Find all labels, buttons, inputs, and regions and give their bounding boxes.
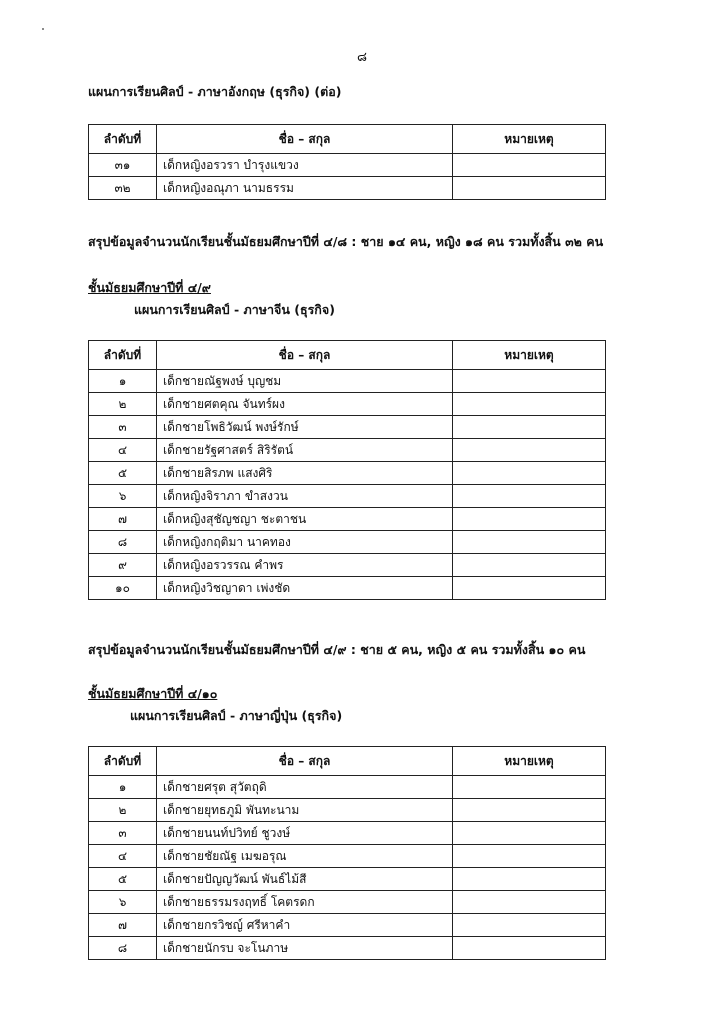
row-no: ๖ bbox=[89, 485, 157, 508]
row-name: เด็กชายณัฐพงษ์ บุญชม bbox=[157, 370, 453, 393]
row-note bbox=[453, 416, 606, 439]
row-note bbox=[453, 577, 606, 600]
table-row bbox=[89, 845, 606, 868]
row-name: เด็กชายศรุต สุวัตถุดิ bbox=[157, 776, 453, 799]
row-note bbox=[453, 822, 606, 845]
row-note bbox=[453, 370, 606, 393]
row-note bbox=[453, 177, 606, 200]
row-name: เด็กหญิงสุชัญชญา ชะตาชน bbox=[157, 508, 453, 531]
row-name: เด็กหญิงอณุภา นามธรรม bbox=[157, 177, 453, 200]
plan-title-chinese: แผนการเรียนศิลป์ - ภาษาจีน (ธุรกิจ) bbox=[134, 302, 335, 317]
header-note: หมายเหตุ bbox=[453, 747, 606, 776]
row-note bbox=[453, 937, 606, 960]
row-name: เด็กหญิงวิชญาดา เพ่งชัด bbox=[157, 577, 453, 600]
row-no: ๑๐ bbox=[89, 577, 157, 600]
row-no: ๖ bbox=[89, 891, 157, 914]
row-name: เด็กชายนักรบ จะโนภาษ bbox=[157, 937, 453, 960]
row-note bbox=[453, 485, 606, 508]
row-note bbox=[453, 393, 606, 416]
header-name: ชื่อ – สกุล bbox=[157, 341, 453, 370]
row-name: เด็กชายนนท์ปวิทย์ ชูวงษ์ bbox=[157, 822, 453, 845]
row-no: ๓๑ bbox=[89, 154, 157, 177]
row-name: เด็กชายยุทธภูมิ พันทะนาม bbox=[157, 799, 453, 822]
summary-4-9: สรุปข้อมูลจำนวนนักเรียนชั้นมัธยมศึกษาปีที่ ๔/๙ : ชาย ๕ คน, หญิง ๕ คน รวมทั้งสิ้น ๑๐ คน bbox=[88, 642, 586, 657]
header-note: หมายเหตุ bbox=[453, 341, 606, 370]
table-row bbox=[89, 531, 606, 554]
student-table-4-9 bbox=[88, 340, 606, 600]
table-row bbox=[89, 799, 606, 822]
table-row bbox=[89, 439, 606, 462]
table-row bbox=[89, 937, 606, 960]
row-name: เด็กชายธรรมรงฤทธิ์ โคตรดก bbox=[157, 891, 453, 914]
row-name: เด็กหญิงกฤติมา นาคทอง bbox=[157, 531, 453, 554]
row-no: ๔ bbox=[89, 439, 157, 462]
row-name: เด็กหญิงจิราภา ขำสงวน bbox=[157, 485, 453, 508]
speck-mark bbox=[42, 28, 44, 30]
row-note bbox=[453, 914, 606, 937]
row-name: เด็กชายสิรภพ แสงศิริ bbox=[157, 462, 453, 485]
table-row bbox=[89, 577, 606, 600]
row-no: ๔ bbox=[89, 845, 157, 868]
table-row bbox=[89, 393, 606, 416]
table-row bbox=[89, 776, 606, 799]
row-name: เด็กชายศตคุณ จันทร์ผง bbox=[157, 393, 453, 416]
row-no: ๓ bbox=[89, 822, 157, 845]
header-name: ชื่อ – สกุล bbox=[157, 747, 453, 776]
header-note: หมายเหตุ bbox=[453, 125, 606, 154]
row-name: เด็กหญิงอรวรา บำรุงแขวง bbox=[157, 154, 453, 177]
table-row bbox=[89, 177, 606, 200]
class-title-4-10: ชั้นมัธยมศึกษาปีที่ ๔/๑๐ bbox=[88, 686, 218, 701]
row-no: ๑ bbox=[89, 776, 157, 799]
student-table-4-8 bbox=[88, 124, 606, 200]
plan-title-japanese: แผนการเรียนศิลป์ - ภาษาญี่ปุ่น (ธุรกิจ) bbox=[130, 708, 343, 723]
table-header-row bbox=[89, 341, 606, 370]
row-no: ๗ bbox=[89, 508, 157, 531]
row-name: เด็กหญิงอรวรรณ คำพร bbox=[157, 554, 453, 577]
table-row bbox=[89, 914, 606, 937]
row-note bbox=[453, 799, 606, 822]
page-number: ๘ bbox=[356, 50, 368, 65]
row-no: ๑ bbox=[89, 370, 157, 393]
row-no: ๒ bbox=[89, 393, 157, 416]
row-note bbox=[453, 845, 606, 868]
table-row bbox=[89, 462, 606, 485]
row-note bbox=[453, 776, 606, 799]
table-header-row bbox=[89, 747, 606, 776]
row-note bbox=[453, 439, 606, 462]
table-row bbox=[89, 891, 606, 914]
table-row bbox=[89, 416, 606, 439]
row-no: ๓ bbox=[89, 416, 157, 439]
row-name: เด็กชายกรวิชญ์ ศรีหาคำ bbox=[157, 914, 453, 937]
header-no: ลำดับที่ bbox=[89, 341, 157, 370]
table-row bbox=[89, 868, 606, 891]
row-no: ๘ bbox=[89, 531, 157, 554]
header-no: ลำดับที่ bbox=[89, 125, 157, 154]
row-name: เด็กชายโพธิวัฒน์ พงษ์รักษ์ bbox=[157, 416, 453, 439]
row-note bbox=[453, 868, 606, 891]
table-header-row bbox=[89, 125, 606, 154]
table-row bbox=[89, 554, 606, 577]
row-no: ๒ bbox=[89, 799, 157, 822]
row-note bbox=[453, 508, 606, 531]
table-row bbox=[89, 822, 606, 845]
row-no: ๕ bbox=[89, 462, 157, 485]
row-no: ๕ bbox=[89, 868, 157, 891]
row-note bbox=[453, 462, 606, 485]
table-row bbox=[89, 370, 606, 393]
row-note bbox=[453, 531, 606, 554]
row-note bbox=[453, 891, 606, 914]
summary-4-8: สรุปข้อมูลจำนวนนักเรียนชั้นมัธยมศึกษาปีที่ ๔/๘ : ชาย ๑๔ คน, หญิง ๑๘ คน รวมทั้งสิ้น ๓๒ คน bbox=[88, 234, 604, 249]
student-table-4-10 bbox=[88, 746, 606, 960]
class-title-4-9: ชั้นมัธยมศึกษาปีที่ ๔/๙ bbox=[88, 280, 211, 295]
row-note bbox=[453, 554, 606, 577]
row-name: เด็กชายรัฐศาสตร์ สิริรัตน์ bbox=[157, 439, 453, 462]
row-no: ๓๒ bbox=[89, 177, 157, 200]
table-row bbox=[89, 154, 606, 177]
row-name: เด็กชายปัญญวัฒน์ พันธ์ไม้สี bbox=[157, 868, 453, 891]
row-no: ๗ bbox=[89, 914, 157, 937]
row-note bbox=[453, 154, 606, 177]
row-no: ๘ bbox=[89, 937, 157, 960]
header-no: ลำดับที่ bbox=[89, 747, 157, 776]
table-row bbox=[89, 485, 606, 508]
table-row bbox=[89, 508, 606, 531]
plan-title-english: แผนการเรียนศิลป์ - ภาษาอังกฤษ (ธุรกิจ) (ต่อ) bbox=[88, 84, 342, 99]
header-name: ชื่อ – สกุล bbox=[157, 125, 453, 154]
row-name: เด็กชายชัยณัฐ เมฆอรุณ bbox=[157, 845, 453, 868]
row-no: ๙ bbox=[89, 554, 157, 577]
